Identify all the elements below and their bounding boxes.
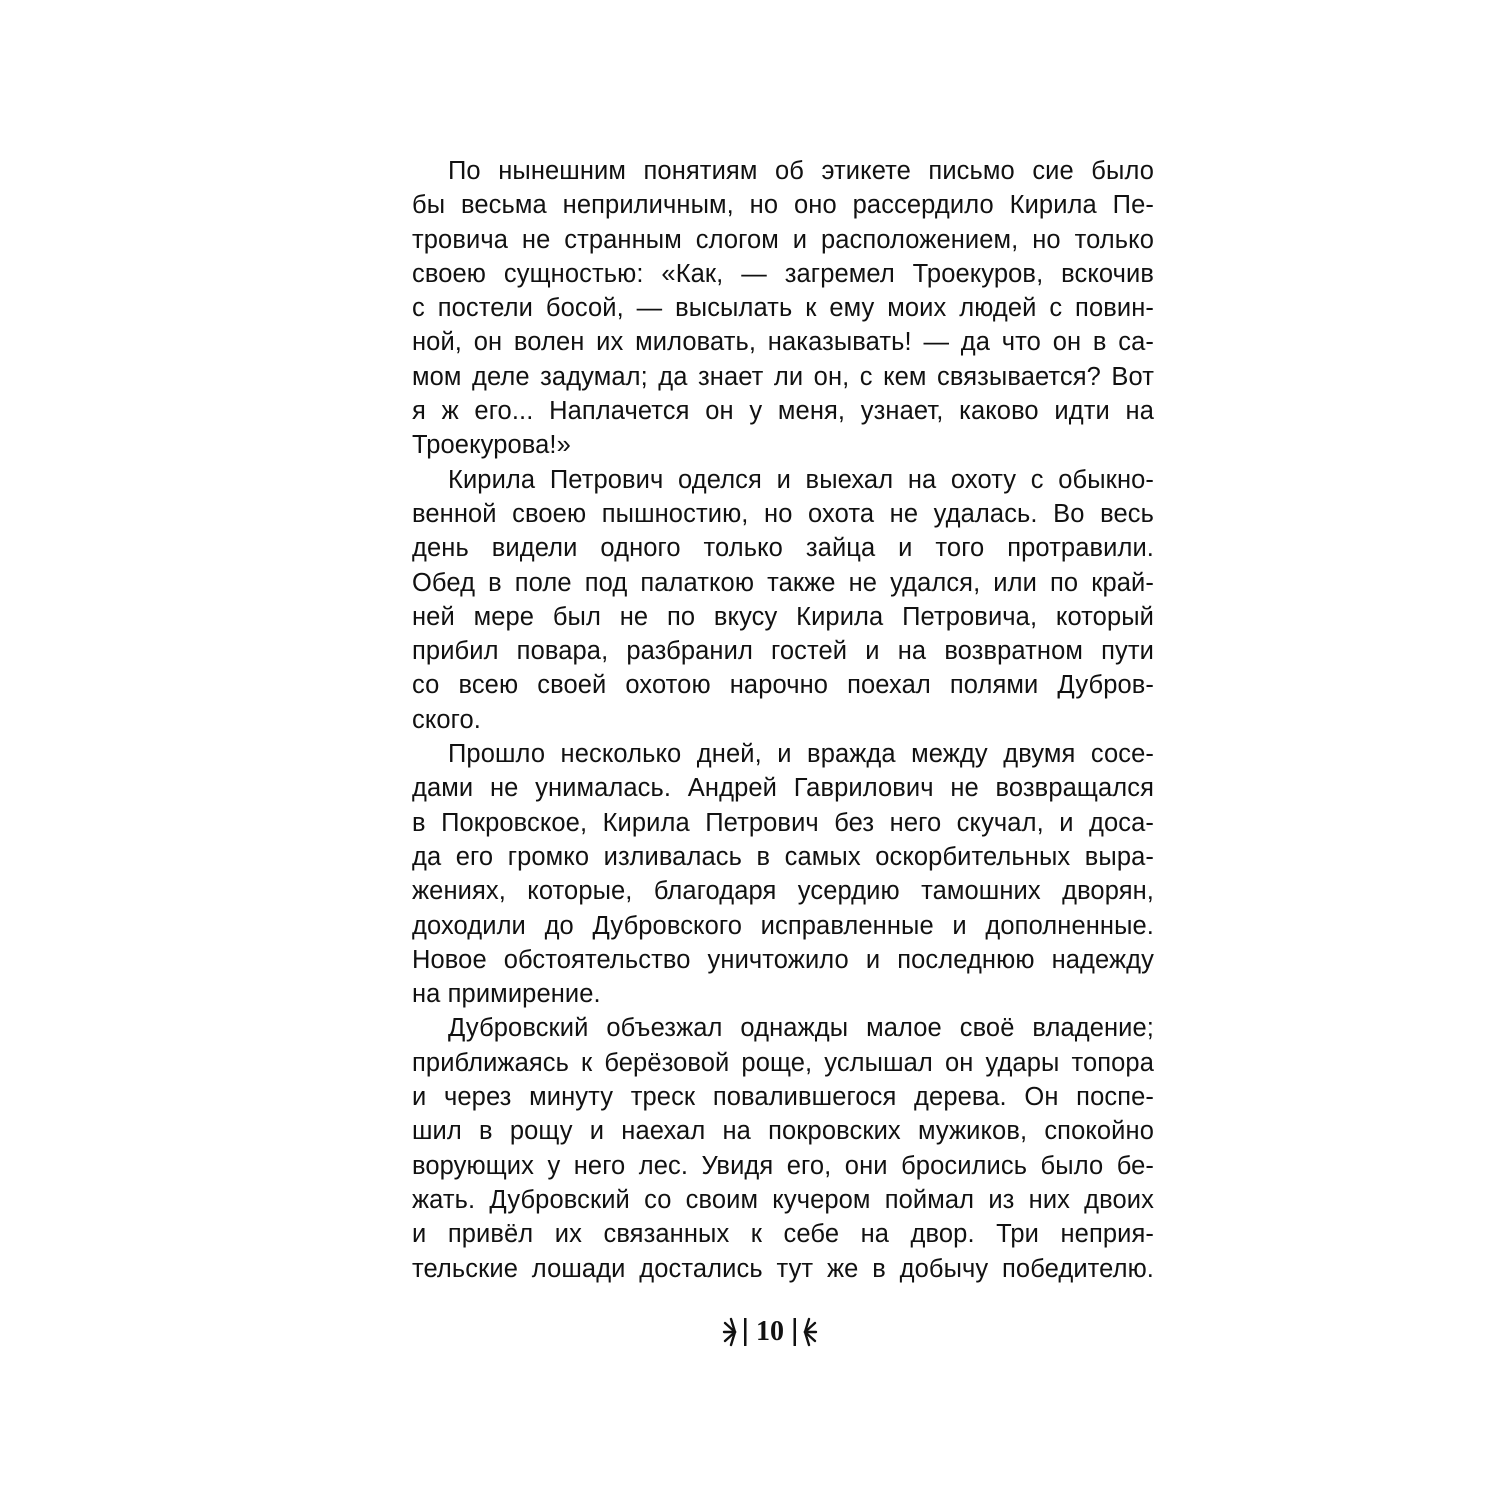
- text-line: жениях, которые, благодаря усердию тамошних дворян,: [412, 877, 1154, 906]
- text-line: ворующих у него лес. Увидя его, они бросились было бе-: [412, 1151, 1154, 1180]
- text-line: венной своею пышностию, но охота не удалась. Во весь: [412, 499, 1154, 528]
- text-line: Прошло несколько дней, и вражда между двумя сосе-: [448, 740, 1154, 769]
- text-line: доходили до Дубровского исправленные и дополненные.: [412, 911, 1154, 940]
- text-line: да его громко изливалась в самых оскорбительных выра-: [412, 842, 1154, 871]
- text-line: прибил повара, разбранил гостей и на возвратном пути: [412, 637, 1154, 666]
- text-line: день видели одного только зайца и того протравили.: [412, 534, 1154, 563]
- text-line: в Покровское, Кирила Петрович без него скучал, и доса-: [412, 808, 1154, 837]
- text-line: бы весьма неприличным, но оно рассердило Кирила Пе-: [412, 191, 1154, 220]
- text-line: шил в рощу и наехал на покровских мужиков, спокойно: [412, 1117, 1154, 1146]
- text-line: Троекурова!»: [412, 431, 571, 460]
- ornament-right-icon: [792, 1315, 818, 1349]
- text-line: своею сущностью: «Как, — загремел Троекуров, вскочив: [412, 259, 1154, 288]
- page-number-footer: [700, 1310, 840, 1354]
- text-line: тельские лошади достались тут же в добычу победителю.: [412, 1254, 1154, 1283]
- text-line: приближаясь к берёзовой роще, услышал он удары топора: [412, 1048, 1154, 1077]
- text-line: ского.: [412, 705, 481, 734]
- text-line: Новое обстоятельство уничтожило и последнюю надежду: [412, 945, 1154, 974]
- text-line: ной, он волен их миловать, наказывать! — да что он в са-: [412, 328, 1154, 357]
- page-number: 10: [756, 1316, 784, 1347]
- text-line: и через минуту треск повалившегося дерева. Он поспе-: [412, 1083, 1154, 1112]
- text-line: Кирила Петрович оделся и выехал на охоту с обыкно-: [448, 465, 1154, 494]
- text-line: на примирение.: [412, 980, 601, 1009]
- text-line: с постели босой, — высылать к ему моих людей с повин-: [412, 294, 1154, 323]
- text-line: По нынешним понятиям об этикете письмо сие было: [448, 157, 1154, 185]
- text-line: мом деле задумал; да знает ли он, с кем связывается? Вот: [412, 362, 1154, 391]
- text-line: жать. Дубровский со своим кучером поймал из них двоих: [412, 1185, 1154, 1214]
- text-line: дами не унималась. Андрей Гаврилович не возвращался: [412, 774, 1154, 803]
- page-body: [412, 154, 1154, 1286]
- text-line: тровича не странным слогом и расположением, но только: [412, 225, 1154, 254]
- text-line: ней мере был не по вкусу Кирила Петровича, который: [412, 602, 1154, 631]
- ornament-left-icon: [722, 1315, 748, 1349]
- text-line: Обед в поле под палаткою также не удался, или по край-: [412, 568, 1154, 597]
- text-line: со всею своей охотою нарочно поехал полями Дубров-: [412, 671, 1154, 700]
- text-line: я ж его... Наплачется он у меня, узнает, каково идти на: [412, 397, 1154, 426]
- text-line: Дубровский объезжал однажды малое своё владение;: [448, 1014, 1154, 1043]
- text-line: и привёл их связанных к себе на двор. Три неприя-: [412, 1220, 1154, 1249]
